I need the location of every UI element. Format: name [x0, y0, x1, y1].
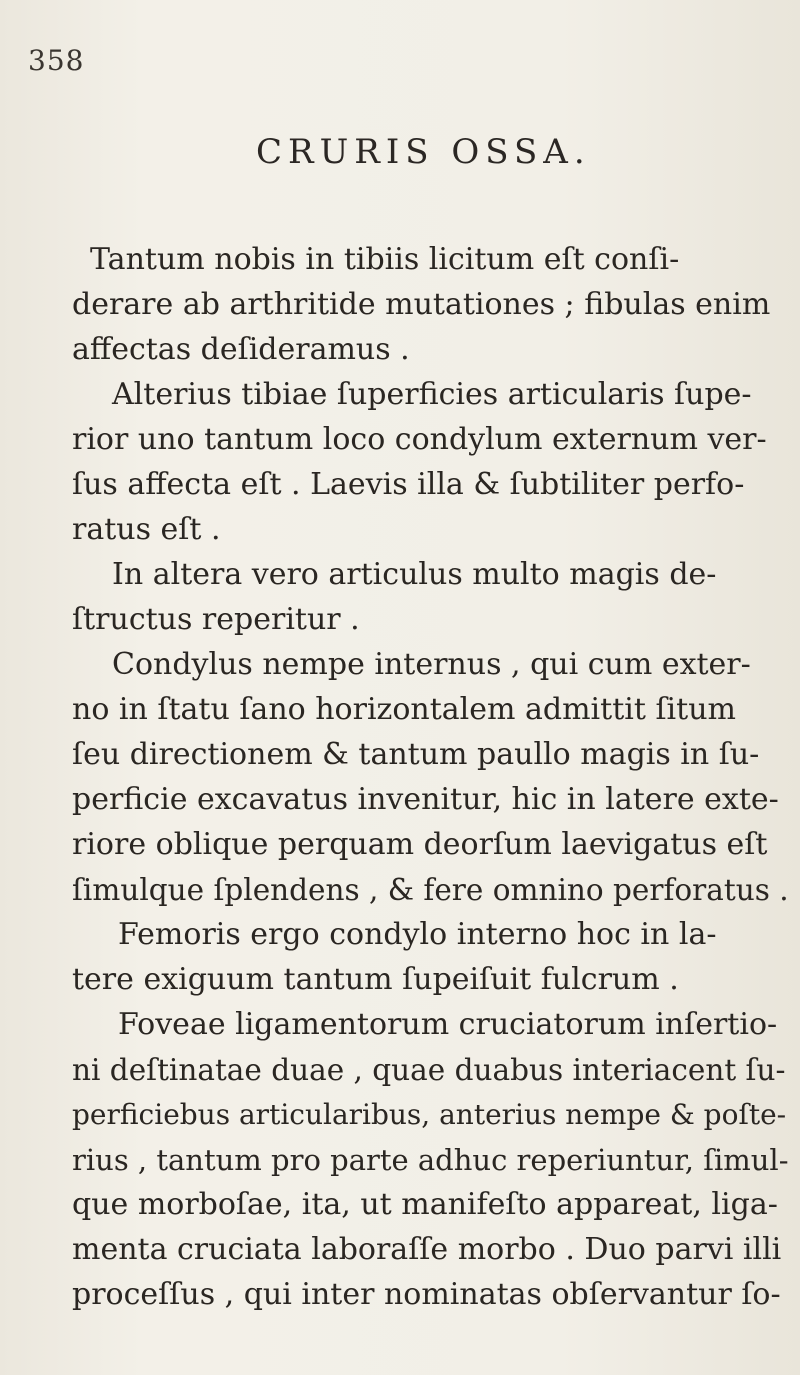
text-line: ſus affecta eſt . Laevis illa & ſubtiliter perfo- — [72, 467, 745, 502]
text-line: tere exiguum tantum ſupeiſuit fulcrum . — [72, 962, 679, 997]
text-line: no in ſtatu ſano horizontalem admittit ſitum — [72, 692, 736, 727]
text-line: proceſſus , qui inter nominatas obſervantur ſo- — [72, 1277, 781, 1312]
text-line: rior uno tantum loco condylum externum ver- — [72, 422, 767, 457]
text-line: menta cruciata laboraſſe morbo . Duo parvi illi — [72, 1232, 782, 1267]
chapter-title: CRURIS OSSA. — [256, 132, 591, 172]
text-line: ni deſtinatae duae , quae duabus interiacent ſu- — [72, 1053, 786, 1087]
text-line: Foveae ligamentorum cruciatorum inſertio- — [118, 1007, 778, 1042]
text-line: derare ab arthritide mutationes ; fibulas enim — [72, 287, 771, 322]
text-line: Alterius tibiae ſuperficies articularis ſupe- — [112, 377, 752, 412]
text-line: Condylus nempe internus , qui cum exter- — [112, 647, 751, 682]
text-line: perficie excavatus invenitur, hic in latere exte- — [72, 782, 779, 817]
text-line: affectas deſideramus . — [72, 332, 410, 367]
text-line: In altera vero articulus multo magis de- — [112, 557, 717, 592]
text-line: que morboſae, ita, ut manifeſto appareat, liga- — [72, 1187, 778, 1222]
text-line: ſimulque ſplendens , & fere omnino perforatus . — [72, 873, 789, 907]
text-line: riore oblique perquam deorſum laevigatus eſt — [72, 827, 768, 862]
text-line: ſtructus reperitur . — [72, 602, 360, 637]
text-line: perficiebus articularibus, anterius nempe & poſte- — [72, 1098, 787, 1131]
text-line: ſeu directionem & tantum paullo magis in ſu- — [72, 737, 760, 772]
text-line: Femoris ergo condylo interno hoc in la- — [118, 917, 717, 952]
text-line: ratus eſt . — [72, 512, 221, 547]
page-number: 358 — [28, 44, 85, 77]
text-line: rius , tantum pro parte adhuc reperiuntur, ſimul- — [72, 1143, 789, 1177]
text-line: Tantum nobis in tibiis licitum eſt conſi- — [90, 242, 680, 277]
